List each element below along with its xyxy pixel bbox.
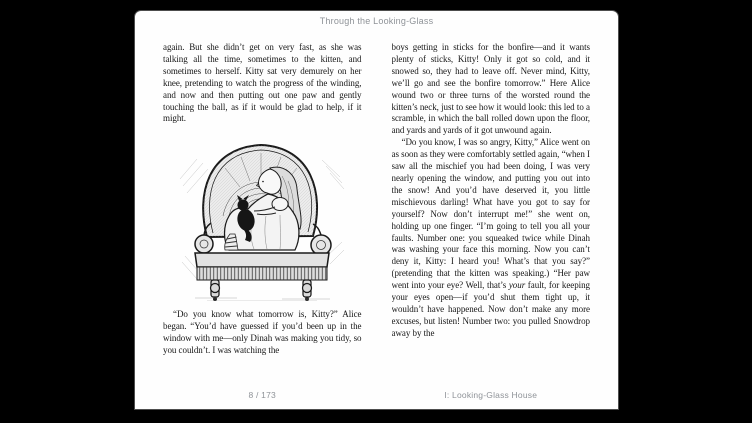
alice-armchair-illustration-svg [177,131,347,301]
page-footer [163,390,590,400]
chapter-title: I: Looking-Glass House [444,390,538,400]
text-column-left [163,42,362,373]
alice-armchair-illustration [177,131,347,301]
book-title: Through the Looking-Glass [319,16,434,26]
reader-page[interactable] [135,11,618,409]
paragraph: “Do you know, I was so angry, Kitty,” Alice went on as soon as they were comfortably settled again, “when I saw all the mischief you had been doing, I was very nearly opening the window, and putting you out into the snow! And you’d have deserved it, you little mischievous darling! What have you got to say for yourself? Now don’t interrupt me!” she went on, holding up one finger. “I’m going to tell you all your faults. Number one: you squeaked twice while Dinah was washing your face this morning. Now you can’t deny it, Kitty: I heard you! What’s that you say?” (pretending that the kitten was speaking.) “Her paw went into your eye? Well, that’s your fault, for keeping your eyes open—if you’d shut them tight up, it wouldn’t have happened. Now don’t make any more excuses, but listen! Number two: you pulled Snowdrop away by the [391,137,590,338]
text-column-right [392,42,591,373]
page-columns [163,42,590,373]
paragraph: “Do you know what tomorrow is, Kitty?” Alice began. “You’d have guessed if you’d been up in the window with me—only Dinah was making you tidy, so you couldn’t. I was watching the [163,309,362,356]
paragraph: boys getting in sticks for the bonfire—and it wants plenty of sticks, Kitty! Only it got so cold, and it snowed so, they had to leave off. Never mind, Kitty, we’ll go and see the bonfire tomorrow.” Here Alice wound two or three turns of the worsted round the kitten’s neck, just to see how it would look: this led to a scramble, in which the ball rolled down upon the floor, and yards and yards of it got unwound again. [391,42,590,136]
page-indicator: 8 / 173 [248,390,276,400]
paragraph: again. But she didn’t get on very fast, as she was talking all the time, sometimes to the kitten, and sometimes to herself. Kitty sat very demurely on her knee, pretending to watch the progress of the winding, and now and then putting out one paw and gently touching the ball, as if it would be glad to help, if it might. [163,42,362,124]
